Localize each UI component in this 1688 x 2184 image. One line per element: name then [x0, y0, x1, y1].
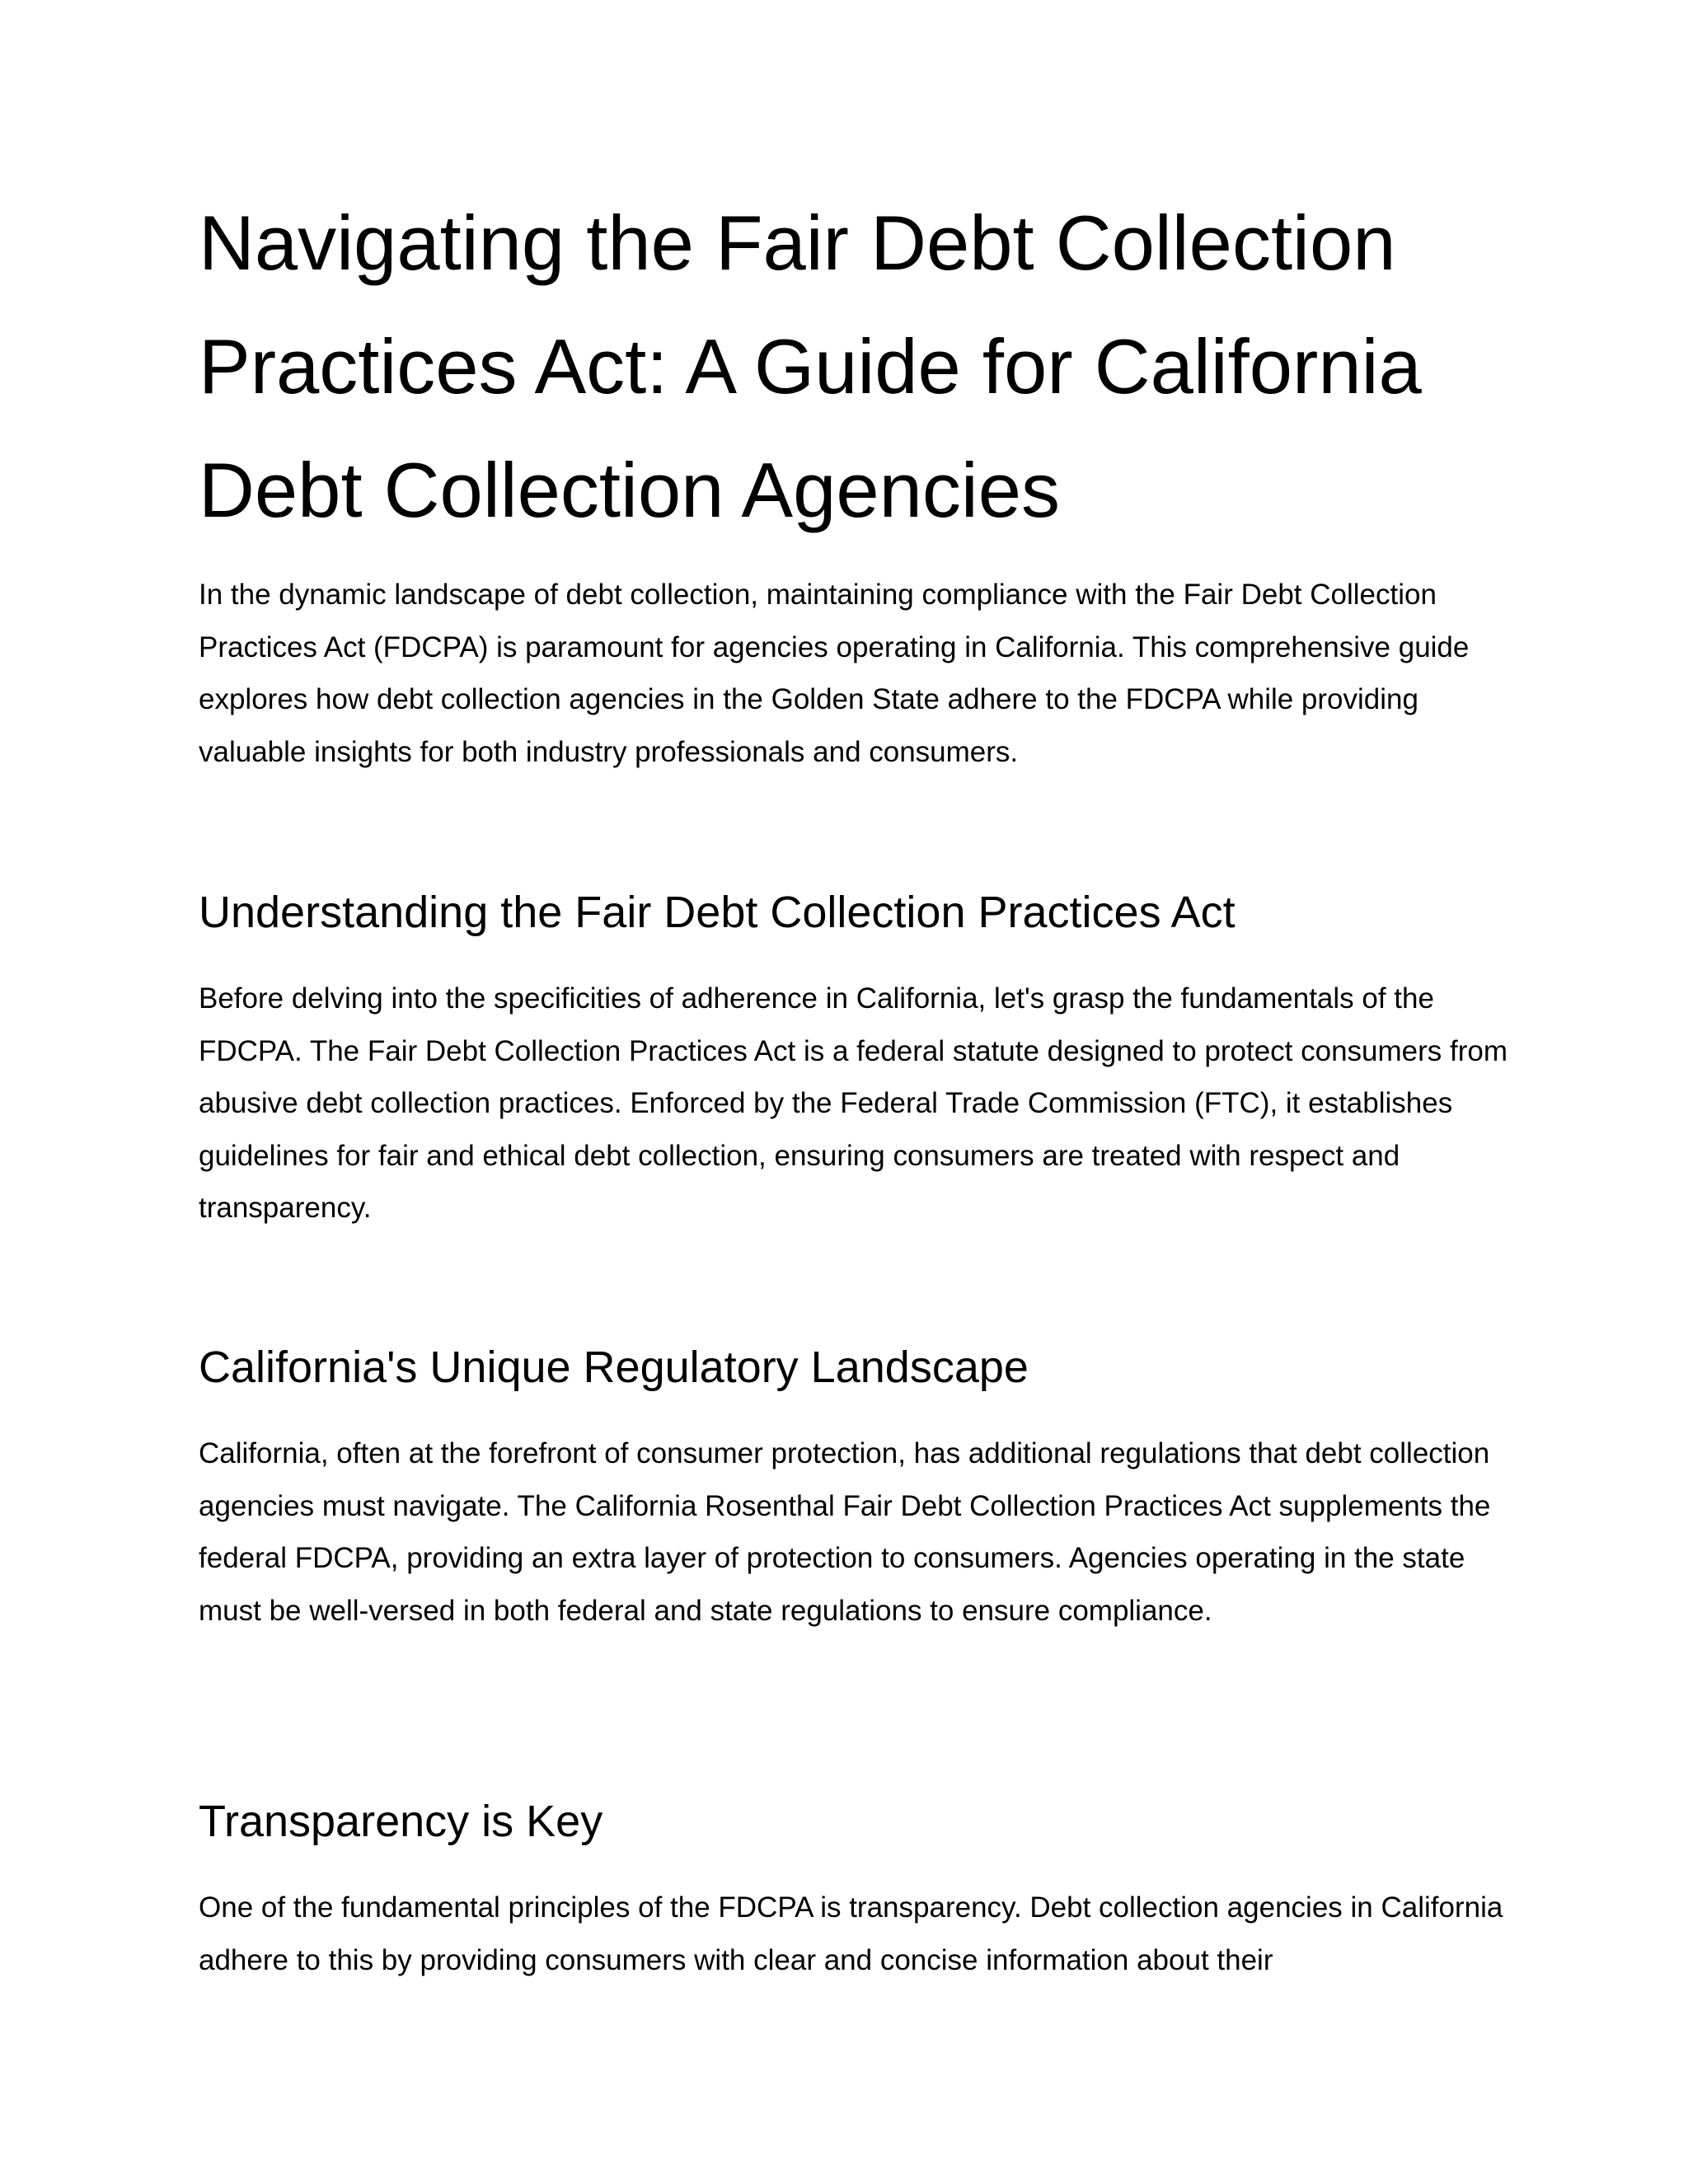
section-paragraph-transparency: One of the fundamental principles of the FDCPA is transparency. Debt collection agencies in California adhere to this by providing consumers with clear and concise information about their	[199, 1891, 1503, 1976]
section-heading-california-landscape: California's Unique Regulatory Landscape	[199, 1343, 1029, 1392]
document-title: Navigating the Fair Debt Collection Practices Act: A Guide for California Debt Collection Agencies	[199, 199, 1422, 533]
intro-paragraph: In the dynamic landscape of debt collection, maintaining compliance with the Fair Debt Collection Practices Act (FDCPA) is paramount for agencies operating in California. This comprehensive guide explores how debt collection agencies in the Golden State adhere to the FDCPA while providing valuable insights for both industry professionals and consumers.	[199, 579, 1470, 768]
section-heading-transparency: Transparency is Key	[199, 1797, 603, 1846]
section-paragraph-california-landscape: California, often at the forefront of consumer protection, has additional regulations that debt collection agencies must navigate. The California Rosenthal Fair Debt Collection Practices Act supplements the federal FDCPA, providing an extra layer of protection to consumers. Agencies operating in the state must be well-versed in both federal and state regulations to ensure compliance.	[199, 1437, 1491, 1627]
section-heading-understanding-fdcpa: Understanding the Fair Debt Collection Practices Act	[199, 888, 1236, 937]
section-paragraph-understanding-fdcpa: Before delving into the specificities of adherence in California, let's grasp the fundamentals of the FDCPA. The Fair Debt Collection Practices Act is a federal statute designed to protect consumers from abusive debt collection practices. Enforced by the Federal Trade Commission (FTC), it establishes guidelines for fair and ethical debt collection, ensuring consumers are treated with respect and transparency.	[199, 982, 1508, 1224]
